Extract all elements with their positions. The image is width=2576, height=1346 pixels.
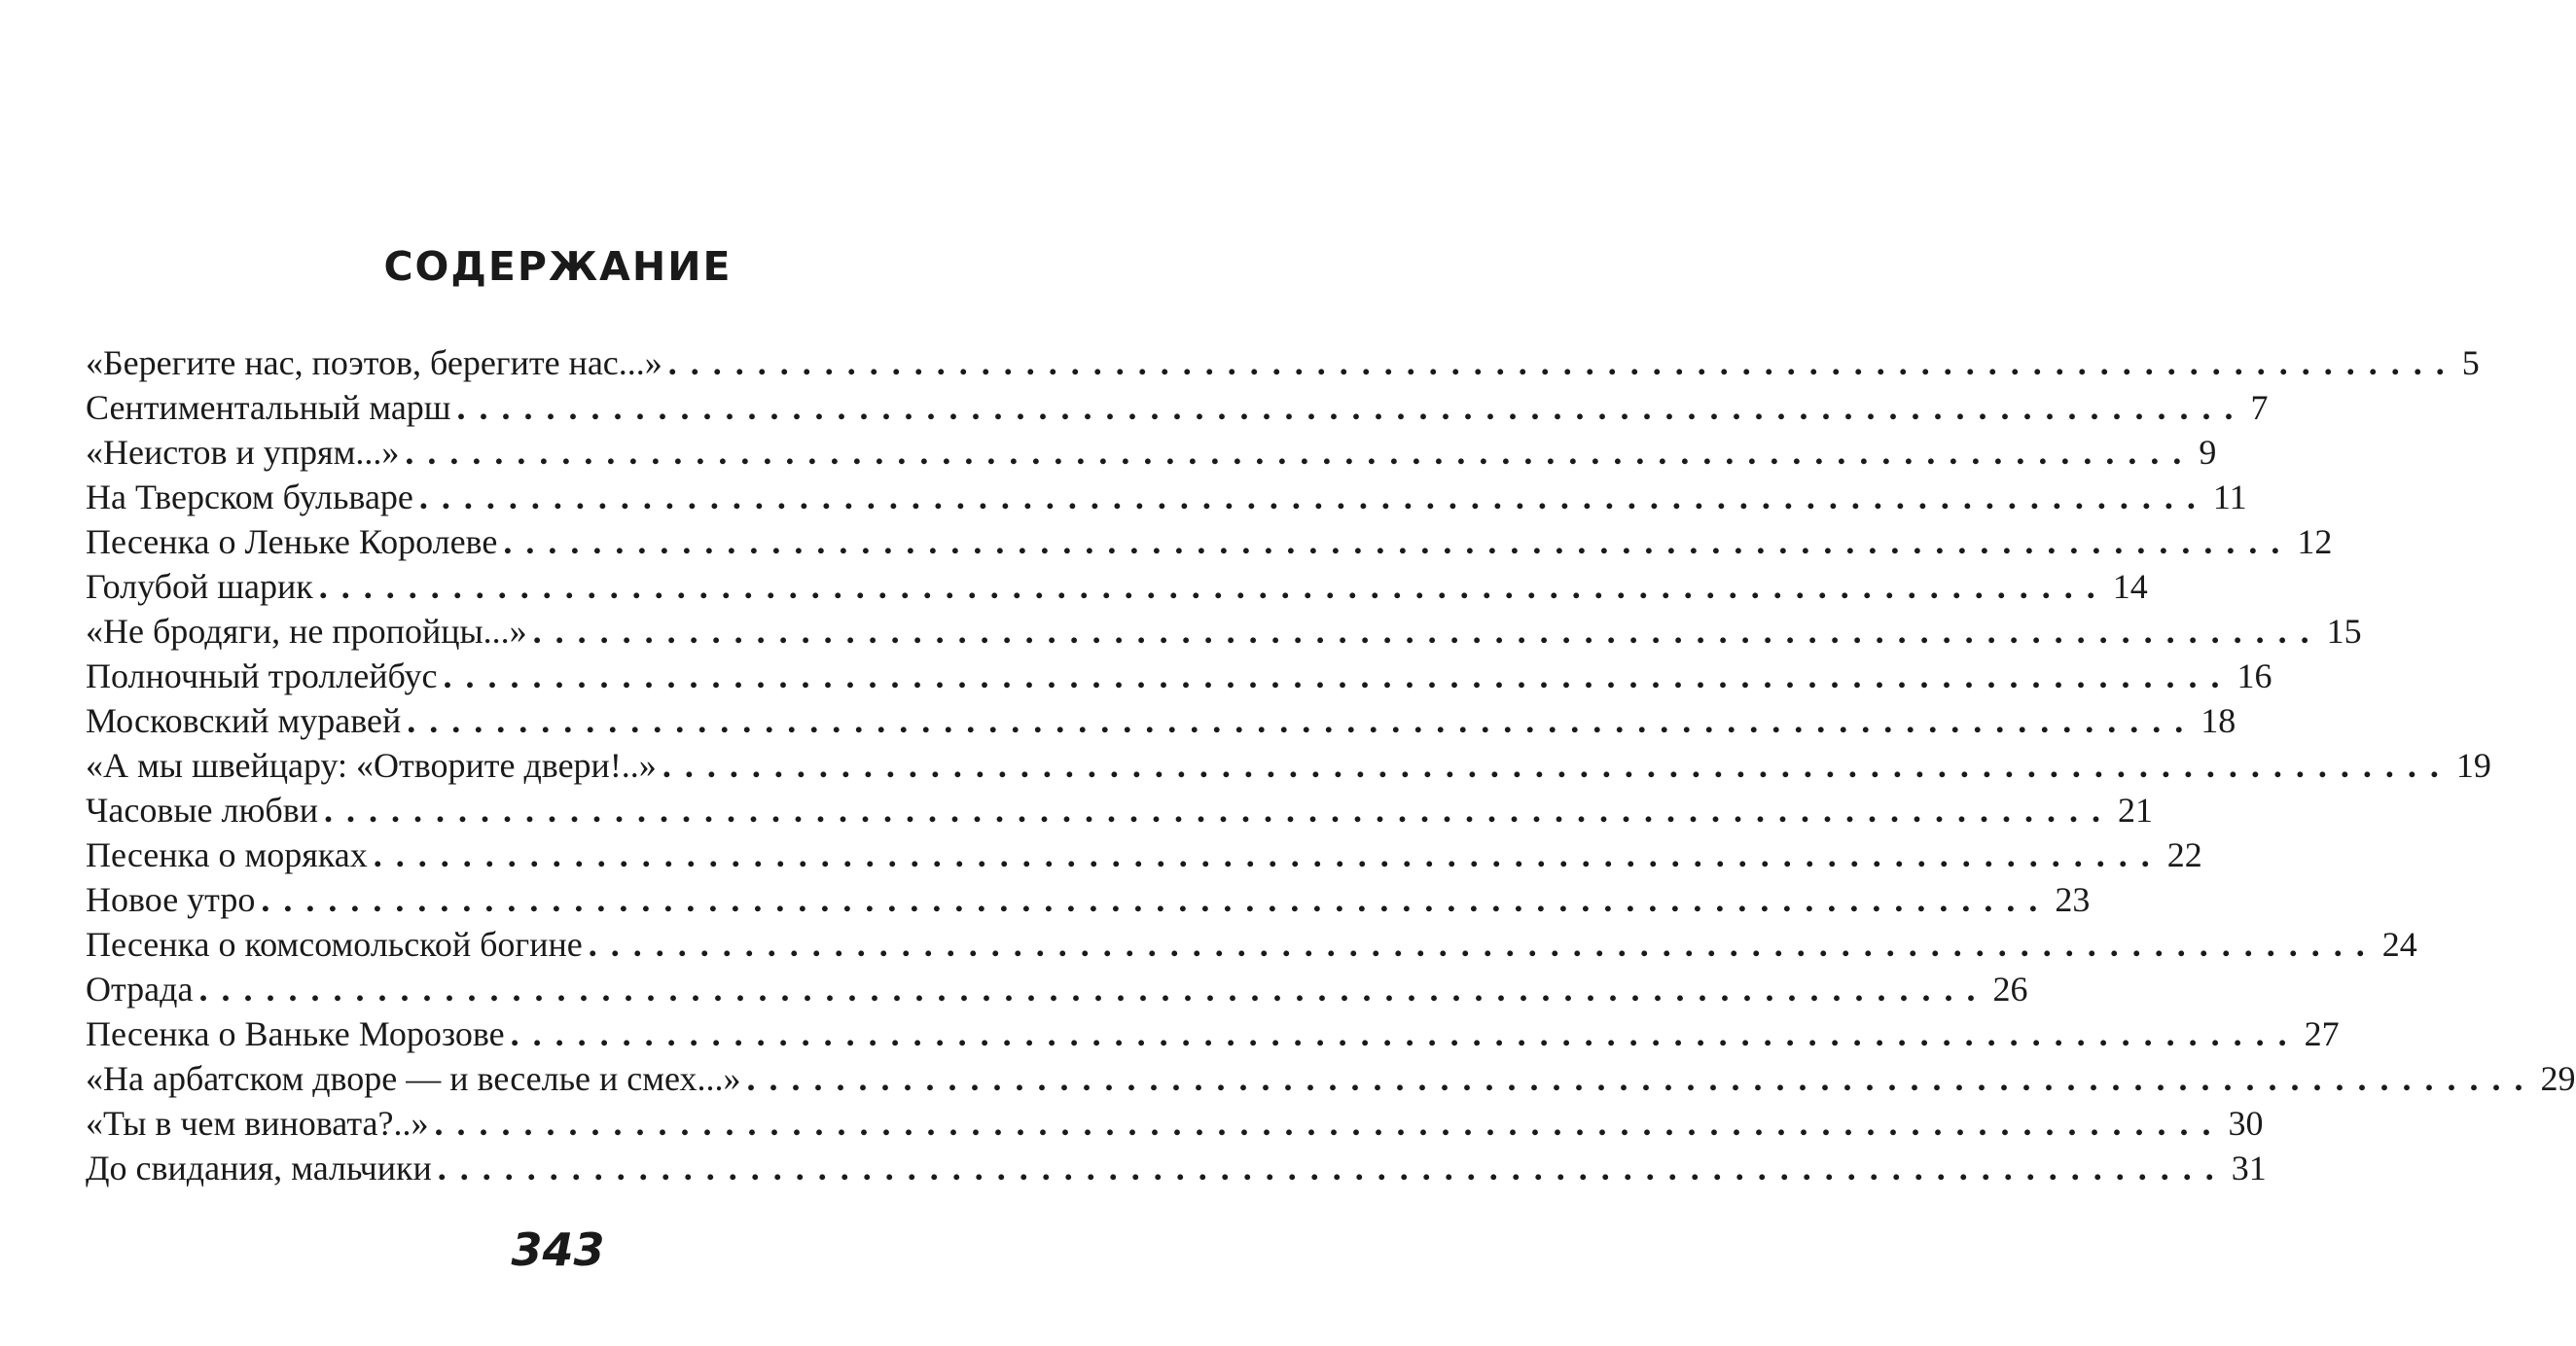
dot-leader: ................................................................................: [198, 970, 1989, 1009]
dot-leader: ................................................................................: [662, 746, 2452, 785]
toc-entry: [86, 1011, 2340, 1056]
toc-entry: [86, 564, 2148, 609]
dot-leader: ................................................................................: [667, 343, 2458, 382]
dot-leader: ................................................................................: [510, 1014, 2301, 1053]
toc-entry-page: 5: [2461, 343, 2480, 382]
toc-entry: [86, 698, 2236, 743]
toc-entry-page: 29: [2540, 1059, 2576, 1098]
toc-entry-page: 22: [2166, 835, 2202, 874]
toc-entry: [86, 922, 2417, 967]
dot-leader: ................................................................................: [261, 880, 2052, 919]
toc-entry-page: 14: [2112, 567, 2148, 606]
toc-entry-title: «А мы швейцару: «Отворите двери!..»: [86, 746, 657, 785]
toc-heading: СОДЕРЖАНИЕ: [383, 243, 733, 290]
toc-entry: [86, 743, 2491, 788]
toc-entry-page: 7: [2250, 388, 2269, 427]
toc-entry-title: Отрада: [86, 970, 194, 1009]
toc-entry: [86, 877, 2091, 922]
dot-leader: ................................................................................: [405, 433, 2196, 472]
toc-entry-page: 12: [2297, 522, 2333, 561]
toc-list: [86, 340, 2576, 1190]
toc-entry: [86, 340, 2480, 385]
toc-entry-page: 15: [2326, 612, 2362, 651]
toc-entry-title: «На арбатском дворе — и веселье и смех...»: [86, 1059, 741, 1098]
dot-leader: ................................................................................: [434, 1104, 2225, 1143]
toc-entry: [86, 1146, 2267, 1190]
toc-entry-page: 19: [2455, 746, 2491, 785]
toc-entry: [86, 385, 2269, 430]
toc-entry-page: 31: [2231, 1149, 2267, 1187]
dot-leader: ................................................................................: [318, 567, 2109, 606]
toc-entry-page: 9: [2199, 433, 2217, 472]
toc-entry-title: Песенка о комсомольской богине: [86, 925, 583, 964]
toc-entry-title: Московский муравей: [86, 701, 402, 740]
toc-entry-page: 18: [2200, 701, 2236, 740]
toc-entry-page: 21: [2117, 791, 2153, 830]
dot-leader: ................................................................................: [437, 1149, 2228, 1187]
toc-entry: [86, 832, 2202, 877]
dot-leader: ................................................................................: [323, 791, 2114, 830]
dot-leader: ................................................................................: [443, 656, 2234, 695]
toc-entry-title: «Не бродяги, не пропойцы...»: [86, 612, 527, 651]
toc-entry-page: 27: [2304, 1014, 2340, 1053]
dot-leader: ................................................................................: [456, 388, 2247, 427]
toc-entry: [86, 1101, 2264, 1146]
page-number: 343: [511, 1223, 605, 1276]
toc-entry-title: «Берегите нас, поэтов, берегите нас...»: [86, 343, 662, 382]
dot-leader: ................................................................................: [373, 835, 2164, 874]
dot-leader: ................................................................................: [503, 522, 2294, 561]
dot-leader: ................................................................................: [418, 478, 2209, 516]
toc-entry-page: 24: [2381, 925, 2417, 964]
toc-entry: [86, 609, 2362, 654]
toc-entry-title: Песенка о Ваньке Морозове: [86, 1014, 505, 1053]
toc-entry-title: Полночный троллейбус: [86, 656, 438, 695]
toc-entry-page: 16: [2236, 656, 2272, 695]
dot-leader: ................................................................................: [588, 925, 2379, 964]
toc-entry-page: 11: [2212, 478, 2247, 516]
toc-entry: [86, 430, 2217, 475]
toc-entry-title: «Неистов и упрям...»: [86, 433, 400, 472]
toc-entry-title: Часовые любви: [86, 791, 318, 830]
toc-entry-page: 23: [2055, 880, 2091, 919]
toc-entry-page: 26: [1992, 970, 2028, 1009]
dot-leader: ................................................................................: [746, 1059, 2537, 1098]
toc-entry-title: «Ты в чем виновата?..»: [86, 1104, 429, 1143]
toc-entry-title: Песенка о Леньке Королеве: [86, 522, 498, 561]
toc-entry: [86, 967, 2028, 1011]
toc-entry: [86, 654, 2272, 698]
toc-entry: [86, 788, 2153, 832]
toc-entry: [86, 1056, 2576, 1101]
toc-entry-title: До свидания, мальчики: [86, 1149, 432, 1187]
toc-entry-title: На Тверском бульваре: [86, 478, 413, 516]
toc-entry-title: Голубой шарик: [86, 567, 313, 606]
toc-entry-title: Песенка о моряках: [86, 835, 368, 874]
dot-leader: ................................................................................: [532, 612, 2323, 651]
toc-entry: [86, 475, 2247, 519]
toc-entry-title: Сентиментальный марш: [86, 388, 451, 427]
toc-entry: [86, 519, 2333, 564]
dot-leader: ................................................................................: [407, 701, 2198, 740]
toc-entry-title: Новое утро: [86, 880, 256, 919]
toc-entry-page: 30: [2228, 1104, 2264, 1143]
